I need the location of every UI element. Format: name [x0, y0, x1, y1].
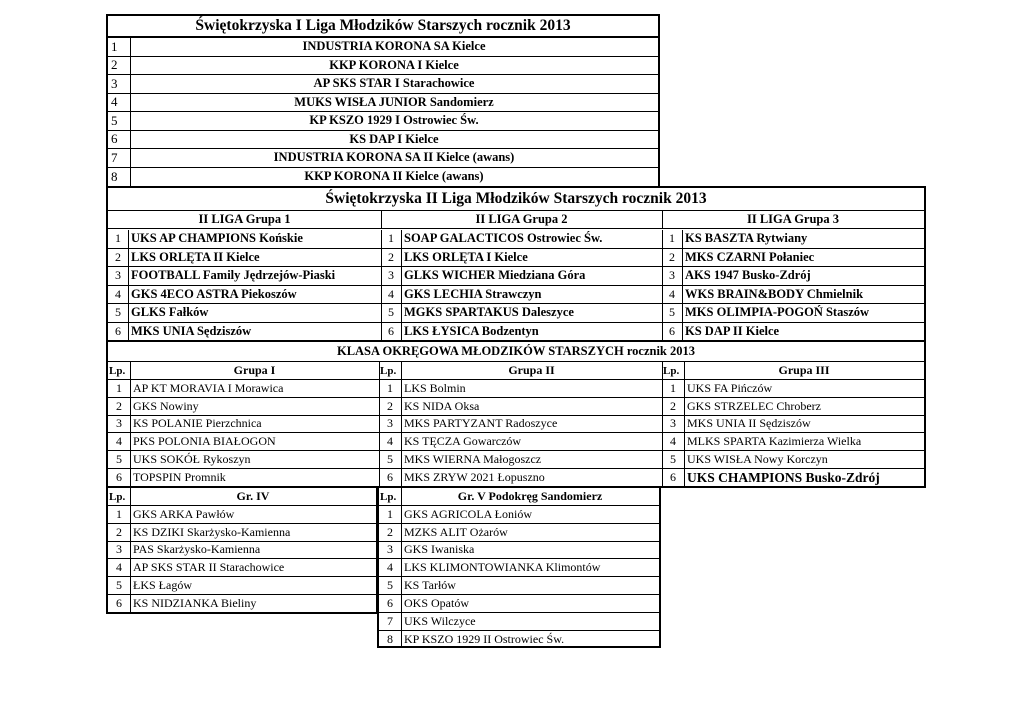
team-row [108, 595, 376, 613]
divider [381, 249, 382, 267]
team-row [379, 631, 659, 649]
team-number: 5 [387, 452, 393, 467]
divider [662, 398, 663, 415]
team-name: AP SKS STAR I Starachowice [313, 76, 475, 91]
team-name: MKS WIERNA Małogoszcz [404, 452, 542, 467]
divider [379, 398, 380, 415]
lp-header: Lp. [109, 364, 126, 377]
team-number: 2 [116, 398, 122, 413]
divider [379, 469, 380, 487]
team-name: PKS POLONIA BIAŁOGON [133, 434, 276, 449]
team-name: GLKS Fałków [131, 305, 209, 320]
team-number: 1 [116, 380, 122, 395]
team-number: 5 [669, 305, 675, 320]
team-number: 2 [387, 524, 393, 539]
lp-header: Lp. [109, 490, 126, 503]
liga2-title-row [108, 188, 924, 211]
team-number: 5 [388, 305, 394, 320]
team-name: MKS ZRYW 2021 Łopuszno [404, 470, 545, 485]
team-number: 8 [387, 631, 393, 646]
team-number: 6 [670, 470, 676, 485]
team-number: 4 [387, 434, 393, 449]
divider [662, 380, 663, 397]
divider [662, 323, 663, 342]
divider [381, 304, 382, 322]
liga2-team-row [108, 323, 924, 342]
team-number: 4 [388, 286, 394, 301]
team-number: 2 [111, 57, 118, 73]
team-name: MLKS SPARTA Kazimierza Wielka [687, 434, 862, 449]
klasa-team-row [108, 416, 924, 434]
team-name: GKS Nowiny [133, 398, 199, 413]
team-name: INDUSTRIA KORONA SA II Kielce (awans) [273, 150, 515, 165]
team-number: 7 [387, 613, 393, 628]
team-name: KS Tarłów [404, 578, 456, 593]
team-number: 4 [111, 94, 118, 110]
team-name: SOAP GALACTICOS Ostrowiec Św. [404, 231, 603, 246]
team-number: 3 [111, 75, 118, 91]
team-name: KP KSZO 1929 II Ostrowiec Św. [404, 631, 565, 646]
team-number: 5 [116, 578, 122, 593]
klasa-team-row [108, 398, 924, 416]
klasa-team-row [108, 433, 924, 451]
team-number: 3 [669, 268, 675, 283]
liga2-team-row [108, 249, 924, 268]
team-number: 4 [116, 434, 122, 449]
team-name: MKS PARTYZANT Radoszyce [404, 416, 558, 431]
team-number: 4 [115, 286, 121, 301]
klasa-group-header-row [108, 362, 924, 380]
team-number: 4 [669, 286, 675, 301]
team-number: 1 [115, 231, 121, 246]
group-header-row [108, 488, 376, 506]
group-header: Grupa III [778, 363, 830, 377]
team-name: FOOTBALL Family Jędrzejów-Piaski [131, 268, 336, 283]
team-number: 6 [116, 596, 122, 611]
team-number: 3 [387, 416, 393, 431]
liga2-team-row [108, 286, 924, 305]
team-name: AKS 1947 Busko-Zdrój [685, 268, 811, 283]
divider [662, 362, 663, 379]
lp-header: Lp. [380, 364, 397, 377]
team-name: GKS ARKA Pawłów [133, 506, 235, 521]
team-number: 5 [116, 452, 122, 467]
team-name: GKS LECHIA Strawczyn [404, 286, 542, 301]
team-number: 3 [115, 268, 121, 283]
divider [379, 362, 380, 379]
team-name: LKS ŁYSICA Bodzentyn [404, 324, 539, 339]
liga1-team-row [108, 131, 658, 150]
liga1-table [106, 14, 660, 188]
team-name: GKS STRZELEC Chroberz [687, 398, 821, 413]
divider [662, 469, 663, 487]
team-name: MKS UNIA Sędziszów [131, 324, 252, 339]
klasa-title-row [108, 342, 924, 362]
team-name: KS DZIKI Skarżysko-Kamienna [133, 524, 291, 539]
divider [662, 230, 663, 248]
team-name: KKP KORONA II Kielce (awans) [304, 169, 484, 184]
team-name: KS NIDZIANKA Bieliny [133, 596, 257, 611]
divider [379, 451, 380, 468]
team-number: 3 [387, 542, 393, 557]
liga1-team-row [108, 149, 658, 168]
team-name: TOPSPIN Promnik [133, 470, 226, 485]
team-number: 1 [116, 506, 122, 521]
team-number: 4 [670, 434, 676, 449]
gr4-table [106, 486, 378, 614]
klasa-title: KLASA OKRĘGOWA MŁODZIKÓW STARSZYCH rocznik 2013 [336, 344, 696, 358]
divider [381, 323, 382, 342]
team-number: 1 [669, 231, 675, 246]
divider [381, 230, 382, 248]
liga1-team-row [108, 112, 658, 131]
team-row [108, 506, 376, 524]
divider [662, 211, 663, 228]
team-row [108, 577, 376, 595]
team-name: UKS Wilczyce [404, 613, 476, 628]
team-name: KS NIDA Oksa [404, 398, 480, 413]
team-name: ŁKS Łagów [133, 578, 192, 593]
team-name: UKS WISŁA Nowy Korczyn [687, 452, 828, 467]
team-row [379, 524, 659, 542]
divider [381, 267, 382, 285]
team-row [379, 506, 659, 524]
team-name: MKS OLIMPIA-POGOŃ Staszów [685, 305, 870, 320]
liga1-team-row [108, 57, 658, 76]
divider [662, 433, 663, 450]
team-name: INDUSTRIA KORONA SA Kielce [302, 39, 486, 54]
divider [379, 433, 380, 450]
divider [379, 380, 380, 397]
team-name: UKS SOKÓŁ Rykoszyn [133, 452, 251, 467]
team-number: 8 [111, 168, 118, 184]
divider [381, 286, 382, 304]
divider [662, 416, 663, 433]
team-row [379, 577, 659, 595]
team-name: KS POLANIE Pierzchnica [133, 416, 262, 431]
team-number: 3 [116, 416, 122, 431]
team-name: KKP KORONA I Kielce [329, 57, 459, 72]
divider [662, 249, 663, 267]
team-number: 7 [111, 149, 118, 165]
liga2-table [106, 186, 926, 342]
team-name: LKS ORLĘTA II Kielce [131, 249, 260, 264]
team-row [108, 542, 376, 560]
team-name: AP SKS STAR II Starachowice [133, 560, 285, 575]
liga2-group2-header: II LIGA Grupa 2 [475, 212, 568, 226]
team-number: 6 [387, 470, 393, 485]
team-name: KP KSZO 1929 I Ostrowiec Św. [309, 113, 479, 128]
team-row [379, 542, 659, 560]
team-name: KS TĘCZA Gowarczów [404, 434, 522, 449]
team-number: 6 [116, 470, 122, 485]
team-name: GKS AGRICOLA Łoniów [404, 506, 533, 521]
divider [662, 267, 663, 285]
team-number: 1 [387, 380, 393, 395]
divider [662, 286, 663, 304]
team-number: 1 [670, 380, 676, 395]
klasa-table [106, 340, 926, 488]
team-number: 6 [111, 131, 118, 147]
team-name: KS DAP I Kielce [349, 131, 439, 146]
group-header: Gr. V Podokręg Sandomierz [457, 489, 603, 503]
team-number: 1 [387, 506, 393, 521]
liga2-group1-header: II LIGA Grupa 1 [198, 212, 291, 226]
team-row [108, 524, 376, 542]
team-number: 1 [111, 38, 118, 54]
liga2-group-header-row [108, 211, 924, 229]
team-name: GKS 4ECO ASTRA Piekoszów [131, 286, 297, 301]
liga2-title: Świętokrzyska II Liga Młodzików Starszych rocznik 2013 [325, 190, 707, 207]
team-name: MUKS WISŁA JUNIOR Sandomierz [294, 94, 494, 109]
group-header-row [379, 488, 659, 506]
team-number: 2 [670, 398, 676, 413]
team-number: 5 [670, 452, 676, 467]
klasa-team-row [108, 469, 924, 487]
team-name: AP KT MORAVIA I Morawica [133, 380, 284, 395]
liga1-title-row [108, 16, 658, 38]
team-name: UKS AP CHAMPIONS Końskie [131, 231, 303, 246]
team-name: LKS Bolmin [404, 380, 466, 395]
team-number: 6 [115, 324, 121, 339]
team-name: LKS ORLĘTA I Kielce [404, 249, 528, 264]
divider [379, 416, 380, 433]
team-name: MZKS ALIT Ożarów [404, 524, 508, 539]
team-name: UKS CHAMPIONS Busko-Zdrój [687, 469, 880, 485]
team-number: 1 [388, 231, 394, 246]
team-number: 2 [388, 249, 394, 264]
team-number: 6 [387, 595, 393, 610]
group-header: Grupa I [233, 363, 276, 377]
team-name: MKS UNIA II Sędziszów [687, 416, 811, 431]
team-name: MKS CZARNI Połaniec [685, 249, 815, 264]
team-name: PAS Skarżysko-Kamienna [133, 542, 261, 557]
team-name: GLKS WICHER Miedziana Góra [404, 268, 586, 283]
liga1-team-row [108, 75, 658, 94]
team-number: 6 [388, 324, 394, 339]
team-name: UKS FA Pińczów [687, 380, 773, 395]
team-number: 2 [669, 249, 675, 264]
liga1-team-row [108, 94, 658, 113]
team-name: OKS Opatów [404, 595, 469, 610]
liga1-title: Świętokrzyska I Liga Młodzików Starszych rocznik 2013 [195, 17, 571, 34]
divider [662, 304, 663, 322]
team-number: 3 [670, 416, 676, 431]
team-name: MGKS SPARTAKUS Daleszyce [404, 305, 574, 320]
team-name: WKS BRAIN&BODY Chmielnik [685, 286, 864, 301]
liga1-team-row [108, 168, 658, 187]
team-number: 5 [115, 305, 121, 320]
liga2-team-row [108, 267, 924, 286]
liga2-team-row [108, 230, 924, 249]
group-header: Grupa II [508, 363, 555, 377]
lp-header: Lp. [380, 490, 397, 503]
team-number: 2 [115, 249, 121, 264]
team-number: 5 [111, 112, 118, 128]
team-number: 4 [116, 560, 122, 575]
group-header: Gr. IV [236, 489, 270, 503]
team-row [379, 559, 659, 577]
team-number: 2 [116, 524, 122, 539]
liga2-group3-header: II LIGA Grupa 3 [746, 212, 840, 226]
team-number: 4 [387, 560, 393, 575]
liga1-team-row [108, 38, 658, 57]
team-name: GKS Iwaniska [404, 542, 475, 557]
gr5-table [377, 486, 661, 648]
team-row [379, 613, 659, 631]
team-name: KS DAP II Kielce [685, 324, 780, 339]
team-number: 3 [388, 268, 394, 283]
klasa-team-row [108, 451, 924, 469]
divider [381, 211, 382, 228]
team-number: 2 [387, 398, 393, 413]
liga2-team-row [108, 304, 924, 323]
team-number: 6 [669, 324, 675, 339]
divider [662, 451, 663, 468]
team-row [108, 559, 376, 577]
team-row [379, 595, 659, 613]
team-number: 5 [387, 578, 393, 593]
team-name: KS BASZTA Rytwiany [685, 231, 808, 246]
lp-header: Lp. [663, 364, 680, 377]
klasa-team-row [108, 380, 924, 398]
team-number: 3 [116, 542, 122, 557]
team-name: LKS KLIMONTOWIANKA Klimontów [404, 560, 601, 575]
